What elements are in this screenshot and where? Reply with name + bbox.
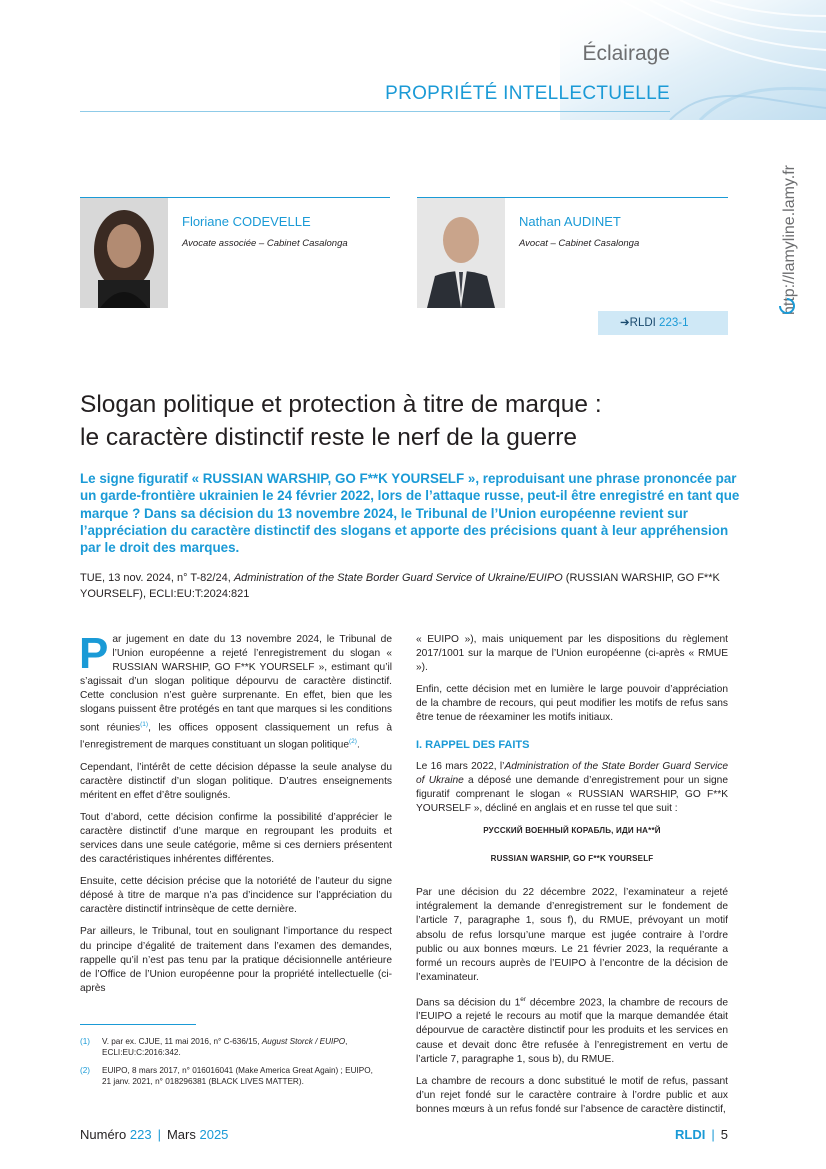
slogan-russian: РУССКИЙ ВОЕННЫЙ КОРАБЛЬ, ИДИ НА**Й [483, 826, 661, 836]
section-heading: I. RAPPEL DES FAITS [416, 738, 530, 751]
section-title: PROPRIÉTÉ INTELLECTUELLE [385, 83, 670, 104]
article-title-line: Slogan politique et protection à titre de marque : [80, 391, 602, 418]
paragraph: Dans sa décision du 1er décembre 2023, la chambre de recours de l’EUIPO a rejeté le recours au motif que la marque demandée était dépourvue de caractère distinctif pour les produits et les services en cause et devait donc être refusée à l’enregistrement en vertu de l’article 7, paragraphe 1, sous b), du RMUE. [416, 995, 728, 1065]
rubrique-label: Éclairage [582, 42, 670, 65]
footnote-text: EUIPO, 8 mars 2017, n° 016016041 (Make America Great Again) ; EUIPO, 21 janv. 2021, n° 018296381 (BLACK LIVES MATTER). [102, 1066, 373, 1086]
footnote-text: V. par ex. CJUE, 11 mai 2016, n° C-636/15, August Storck / EUIPO, ECLI:EU:C:2016:342. [102, 1037, 348, 1057]
author-role: Avocate associée – Cabinet Casalonga [182, 238, 348, 249]
paragraph: « EUIPO »), mais uniquement par les dispositions du règlement 2017/1001 sur la marque de l’Union européenne (ci-après « RMUE »). [416, 634, 728, 674]
footnote-number: (1) [80, 1037, 91, 1046]
author-card [80, 197, 390, 308]
author-card [417, 197, 728, 308]
author-name: Nathan AUDINET [519, 214, 621, 229]
footer-page: RLDI | 5 [675, 1127, 728, 1142]
body-column-right [416, 633, 728, 1125]
paragraph: Ensuite, cette décision précise que la notoriété de l’auteur du signe déposé à titre de marque n’a pas d’incidence sur l’appréciation du caractère distinctif intrinsèque de cette dernière. [80, 876, 392, 916]
footnote-ref[interactable]: (1) [140, 720, 149, 728]
paragraph: Tout d’abord, cette décision confirme la possibilité d’apprécier le caractère distinctif d’une marque en regroupant les produits et services dans une seule catégorie, même si ces derniers présentent des caractéristiques inhérentes différentes. [80, 811, 392, 866]
author-role: Avocat – Cabinet Casalonga [519, 238, 640, 249]
paragraph: La chambre de recours a donc substitué le motif de refus, passant d’un rejet fondé sur le caractère contraire à l’ordre public et aux bonnes mœurs à un refus fondé sur l’absence de caractère distinctif, [416, 1075, 728, 1115]
footnote [80, 1036, 380, 1060]
paragraph: Par une décision du 22 décembre 2022, l’examinateur a rejeté intégralement la demande d’enregistrement sur le fondement de l’article 7, paragraphe 1, sous f), du RMUE, prévoyant un motif absolu de refus lorsqu’une marque est jugée contraire à l’ordre public ou aux bonnes mœurs. Le 21 février 2023, la requérante a formé un recours auprès de l’EUIPO à l’encontre de la décision de l’examinateur. [416, 887, 728, 983]
paragraph: Le 16 mars 2022, l’Administration of the State Border Guard Service of Ukraine a déposé une demande d’enregistrement pour un signe figuratif comprenant le slogan « RUSSIAN WARSHIP, GO F**K YOURSELF », décliné en anglais et en russe tel que suit : [416, 760, 728, 814]
slogan-english: RUSSIAN WARSHIP, GO F**K YOURSELF [490, 854, 654, 864]
paragraph: Enfin, cette décision met en lumière le large pouvoir d’appréciation de la chambre de recours, qui peut modifier les motifs de refus sans être tenue de réexaminer les motifs initiaux. [416, 684, 728, 724]
site-url-vertical[interactable] [760, 110, 810, 320]
body-column-left [79, 629, 393, 1004]
author-name: Floriane CODEVELLE [182, 214, 311, 229]
footnote-ref[interactable]: (2) [349, 738, 357, 746]
author-photo [80, 198, 168, 308]
site-url-text[interactable]: http://lamyline.lamy.fr [781, 165, 798, 315]
section-divider [80, 111, 670, 112]
paragraph: Par ailleurs, le Tribunal, tout en soulignant l’importance du respect du principe d’égalité de traitement dans l’examen des demandes, rappelle qu’il n’est pas tenu par la pratique décisionnelle antérieure de l’Office de l’Union européenne pour la propriété intellectuelle (ci-après [80, 926, 392, 994]
reference-code: 223-1 [659, 317, 689, 329]
article-lead: Le signe figuratif « RUSSIAN WARSHIP, GO F**K YOURSELF », reproduisant une phrase prononcée par un garde-frontière ukrainien le 24 février 2022, lors de l’attaque russe, peut-il être enregistré en tant que marque ? Dans sa décision du 13 novembre 2024, le Tribunal de l’Union européenne revient sur l’appréciation du caractère distinctif des slogans et apporte des précisions quant à leur appréhension par le droit des marques. [80, 471, 740, 556]
footnote-divider [80, 1024, 196, 1025]
reference-prefix: RLDI [629, 317, 656, 329]
paragraph: Par jugement en date du 13 novembre 2024, le Tribunal de l’Union européenne a rejeté l’enregistrement du slogan « RUSSIAN WARSHIP, GO F**K YOURSELF », estimant qu’il s’agissait d’un slogan politique dépourvu de caractère distinctif. Cette conclusion n’est guère surprenante. En effet, bien que les slogans puissent être protégés en tant que marques si les conditions sont réunies$^{(1)}$, les offices opposent classiquement un refus à l’enregistrement de marques constituant un slogan politique$^{(2)}$. [79, 629, 393, 751]
footnote [80, 1065, 380, 1089]
arrow-right-icon: ➔ [620, 317, 630, 329]
article-title-line: le caractère distinctif reste le nerf de la guerre [80, 424, 578, 451]
article-title [80, 388, 760, 454]
decision-reference: TUE, 13 nov. 2024, n° T-82/24, Administration of the State Border Guard Service of Ukraine/EUIPO (RUSSIAN WARSHIP, GO F**K YOURSELF), ECLI:EU:T:2024:821 [80, 572, 720, 600]
footnote-number: (2) [80, 1066, 91, 1075]
reference-badge[interactable] [598, 311, 728, 335]
author-photo [417, 198, 505, 308]
footer-issue: Numéro 223 | Mars 2025 [80, 1127, 229, 1142]
paragraph: Cependant, l’intérêt de cette décision dépasse la seule analyse du caractère distinctif d’un slogan politique. D’autres enseignements méritent en effet d’être soulignés. [80, 761, 392, 801]
dropcap: P [79, 629, 109, 678]
